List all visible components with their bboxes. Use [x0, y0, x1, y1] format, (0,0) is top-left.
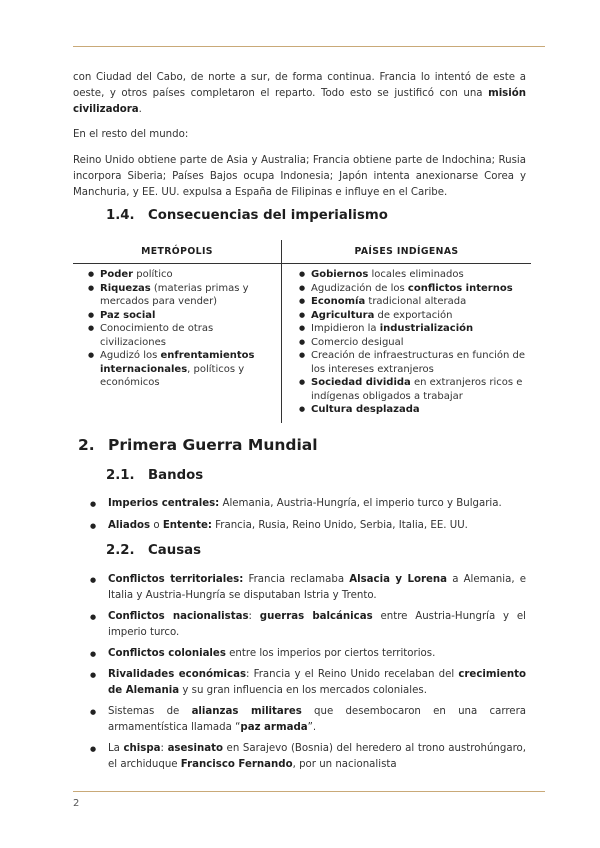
list-item: ● Aliados o Entente: Francia, Rusia, Reino Unido, Serbia, Italia, EE. UU.	[90, 518, 526, 534]
list-item: ● Comercio desigual	[297, 336, 529, 350]
section-2-2-heading: 2.2. Causas	[106, 543, 201, 558]
list-item: ● Sistemas de alianzas militares que desembocaron en una carrera armamentística llamada “paz armada”.	[90, 704, 526, 736]
footer-rule	[73, 791, 545, 792]
list-item: ● Poder político	[86, 268, 269, 282]
section-1-4-heading: 1.4. Consecuencias del imperialismo	[106, 208, 388, 223]
page-number: 2	[73, 798, 80, 809]
bandos-list	[90, 496, 526, 534]
list-item: ● Gobiernos locales eliminados	[297, 268, 529, 282]
header-rule	[73, 46, 545, 47]
list-item: ● Imperios centrales: Alemania, Austria-Hungría, el imperio turco y Bulgaria.	[90, 496, 526, 512]
intro-paragraph: con Ciudad del Cabo, de norte a sur, de forma continua. Francia lo intentó de este a oeste, y otros países completaron el reparto. Todo esto se justificó con una misión civilizadora.	[73, 72, 526, 115]
list-item: ● Sociedad dividida en extranjeros ricos e indígenas obligados a trabajar	[297, 376, 529, 403]
table-header-metropolis: METRÓPOLIS	[141, 246, 213, 257]
list-item: ● Creación de infraestructuras en función de los intereses extranjeros	[297, 349, 529, 376]
list-item: ● Agudización de los conflictos internos	[297, 282, 529, 296]
list-item: ● Rivalidades económicas: Francia y el Reino Unido recelaban del crecimiento de Alemania y su gran influencia en los mercados coloniales.	[90, 667, 526, 699]
causas-list	[90, 572, 526, 778]
intro-rest-of-world: En el resto del mundo:	[73, 129, 189, 140]
list-item: ● Conocimiento de otras civilizaciones	[86, 322, 269, 349]
section-2-heading: 2. Primera Guerra Mundial	[78, 436, 318, 454]
list-item: ● Agudizó los enfrentamientos internacionales, políticos y económicos	[86, 349, 269, 390]
list-item: ● Impidieron la industrialización	[297, 322, 529, 336]
list-item: ● Cultura desplazada	[297, 403, 529, 417]
table-header-indigenous: PAÍSES INDÍGENAS	[354, 246, 459, 257]
list-item: ● Paz social	[86, 309, 269, 323]
metropolis-list	[86, 268, 269, 390]
table-column-divider	[281, 240, 282, 423]
list-item: ● Conflictos territoriales: Francia reclamaba Alsacia y Lorena a Alemania, e Italia y Austria-Hungría se disputaban Istria y Trento.	[90, 572, 526, 604]
table-header-rule	[73, 263, 531, 264]
list-item: ● Riquezas (materias primas y mercados para vender)	[86, 282, 269, 309]
consequences-table	[73, 240, 531, 423]
indigenous-list	[297, 268, 529, 417]
list-item: ● Conflictos nacionalistas: guerras balcánicas entre Austria-Hungría y el imperio turco.	[90, 609, 526, 641]
section-2-1-heading: 2.1. Bandos	[106, 468, 204, 483]
list-item: ● Conflictos coloniales entre los imperios por ciertos territorios.	[90, 646, 526, 662]
list-item: ● Economía tradicional alterada	[297, 295, 529, 309]
list-item: ● La chispa: asesinato en Sarajevo (Bosnia) del heredero al trono austrohúngaro, el archiduque Francisco Fernando, por un nacionalista	[90, 741, 526, 773]
list-item: ● Agricultura de exportación	[297, 309, 529, 323]
intro-summary-paragraph: Reino Unido obtiene parte de Asia y Australia; Francia obtiene parte de Indochina; Rusia incorpora Siberia; Países Bajos ocupa Indonesia; Japón intenta anexionarse Corea y Manchuria, y EE. UU. expulsa a España de Filipinas e influye en el Caribe.	[73, 155, 526, 198]
